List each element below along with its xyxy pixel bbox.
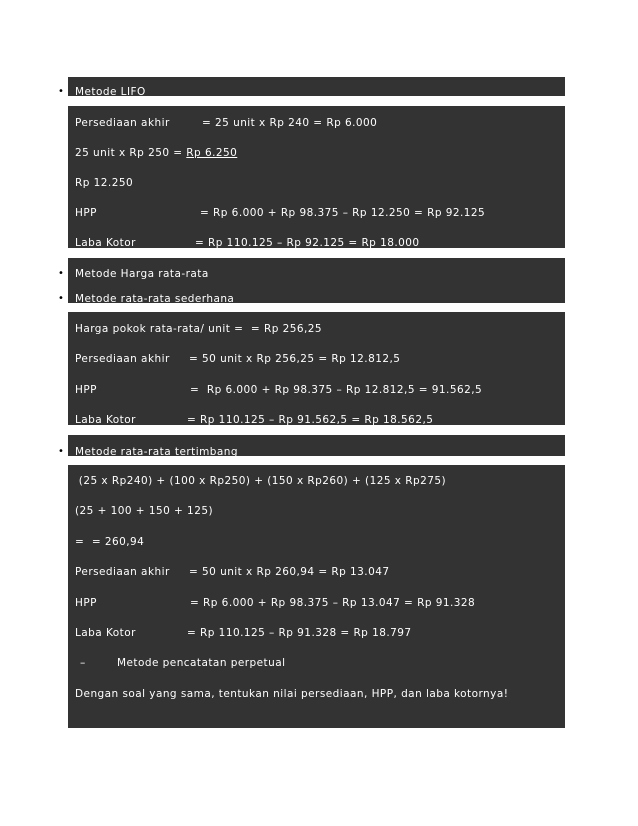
lifo-laba-value: = Rp 110.125 – Rp 92.125 = Rp 18.000 (195, 237, 420, 249)
lifo-persediaan-label: Persediaan akhir (75, 117, 170, 129)
lifo-line2 (75, 147, 237, 160)
sederhana-heading: Metode rata-rata sederhana (75, 293, 235, 305)
lifo-heading: Metode LIFO (75, 86, 146, 98)
bullet-icon: • (58, 268, 64, 279)
harga-rata-heading: Metode Harga rata-rata (75, 268, 209, 280)
tertimbang-heading: Metode rata-rata tertimbang (75, 446, 238, 458)
sederhana-harga-pokok: Harga pokok rata-rata/ unit = = Rp 256,25 (75, 323, 323, 335)
tertimbang-persediaan-value: = 50 unit x Rp 260,94 = Rp 13.047 (189, 566, 390, 578)
tertimbang-hpp-value: = Rp 6.000 + Rp 98.375 – Rp 13.047 = Rp 91.328 (190, 597, 476, 609)
tertimbang-hpp-label: HPP (75, 597, 97, 609)
tertimbang-persediaan-label: Persediaan akhir (75, 566, 170, 578)
bullet-icon: • (58, 293, 64, 304)
lifo-hpp-label: HPP (75, 207, 97, 219)
lifo-hpp-value: = Rp 6.000 + Rp 98.375 – Rp 12.250 = Rp 92.125 (200, 207, 486, 219)
lifo-line2-underlined: Rp 6.250 (186, 147, 238, 159)
lifo-persediaan-value: = 25 unit x Rp 240 = Rp 6.000 (202, 117, 378, 129)
bullet-icon: • (58, 86, 64, 97)
bullet-icon: • (58, 446, 64, 457)
sederhana-laba-label: Laba Kotor (75, 414, 136, 426)
tertimbang-result: = = 260,94 (75, 536, 145, 548)
tertimbang-laba-label: Laba Kotor (75, 627, 136, 639)
lifo-line2-prefix: 25 unit x Rp 250 = (75, 147, 187, 159)
perpetual-heading: Metode pencatatan perpetual (117, 657, 286, 669)
tertimbang-numerator: (25 x Rp240) + (100 x Rp250) + (150 x Rp260) + (125 x Rp275) (75, 475, 447, 487)
sederhana-persediaan-label: Persediaan akhir (75, 353, 170, 365)
tertimbang-denominator: (25 + 100 + 150 + 125) (75, 505, 213, 517)
sederhana-laba-value: = Rp 110.125 – Rp 91.562,5 = Rp 18.562,5 (187, 414, 434, 426)
lifo-line3: Rp 12.250 (75, 177, 134, 189)
sederhana-hpp-label: HPP (75, 384, 97, 396)
tertimbang-laba-value: = Rp 110.125 – Rp 91.328 = Rp 18.797 (187, 627, 412, 639)
lifo-laba-label: Laba Kotor (75, 237, 136, 249)
sederhana-persediaan-value: = 50 unit x Rp 256,25 = Rp 12.812,5 (189, 353, 401, 365)
perpetual-dash: – (80, 657, 86, 669)
sederhana-hpp-value: = Rp 6.000 + Rp 98.375 – Rp 12.812,5 = 91.562,5 (190, 384, 483, 396)
question-text: Dengan soal yang sama, tentukan nilai persediaan, HPP, dan laba kotornya! (75, 688, 509, 700)
